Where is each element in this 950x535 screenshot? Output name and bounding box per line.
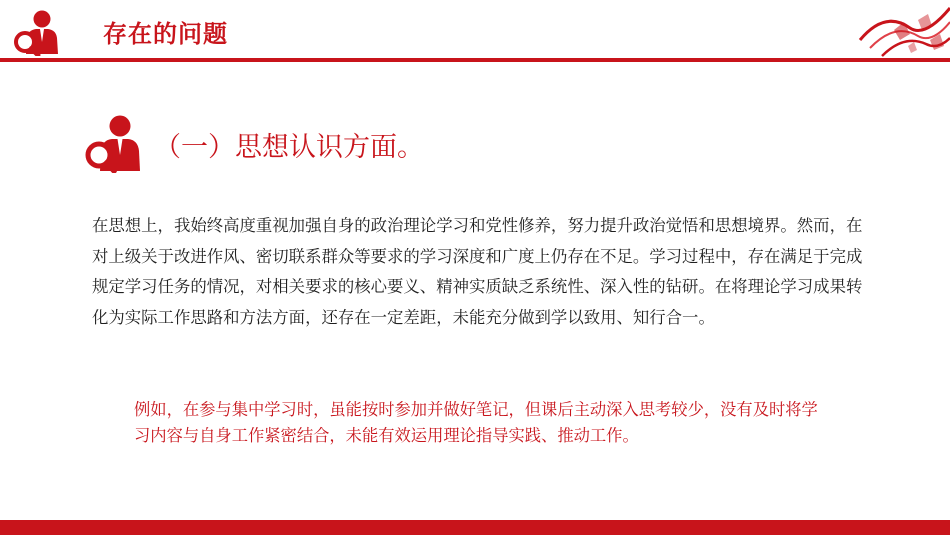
user-magnifier-icon [82,113,146,173]
footer-band [0,520,950,535]
body-paragraph: 在思想上，我始终高度重视加强自身的政治理论学习和党性修养，努力提升政治觉悟和思想境界。然而，在对上级关于改进作风、密切联系群众等要求的学习深度和广度上仍存在不足。学习过程中，存在满足于完成规定学习任务的情况，对相关要求的核心要义、精神实质缺乏系统性、深入性的钻研。在将理论学习成果转化为实际工作思路和方法方面，还存在一定差距，未能充分做到学以致用、知行合一。 [92,216,863,327]
section-heading: （一）思想认识方面。 [154,132,424,163]
example-paragraph: 例如，在参与集中学习时，虽能按时参加并做好笔记，但课后主动深入思考较少，没有及时将学习内容与自身工作紧密结合，未能有效运用理论指导实践、推动工作。 [134,400,818,445]
page-title: 存在的问题 [103,20,228,48]
user-magnifier-icon [12,8,64,56]
header-divider [0,58,950,62]
ribbon-decoration-icon [830,0,950,62]
